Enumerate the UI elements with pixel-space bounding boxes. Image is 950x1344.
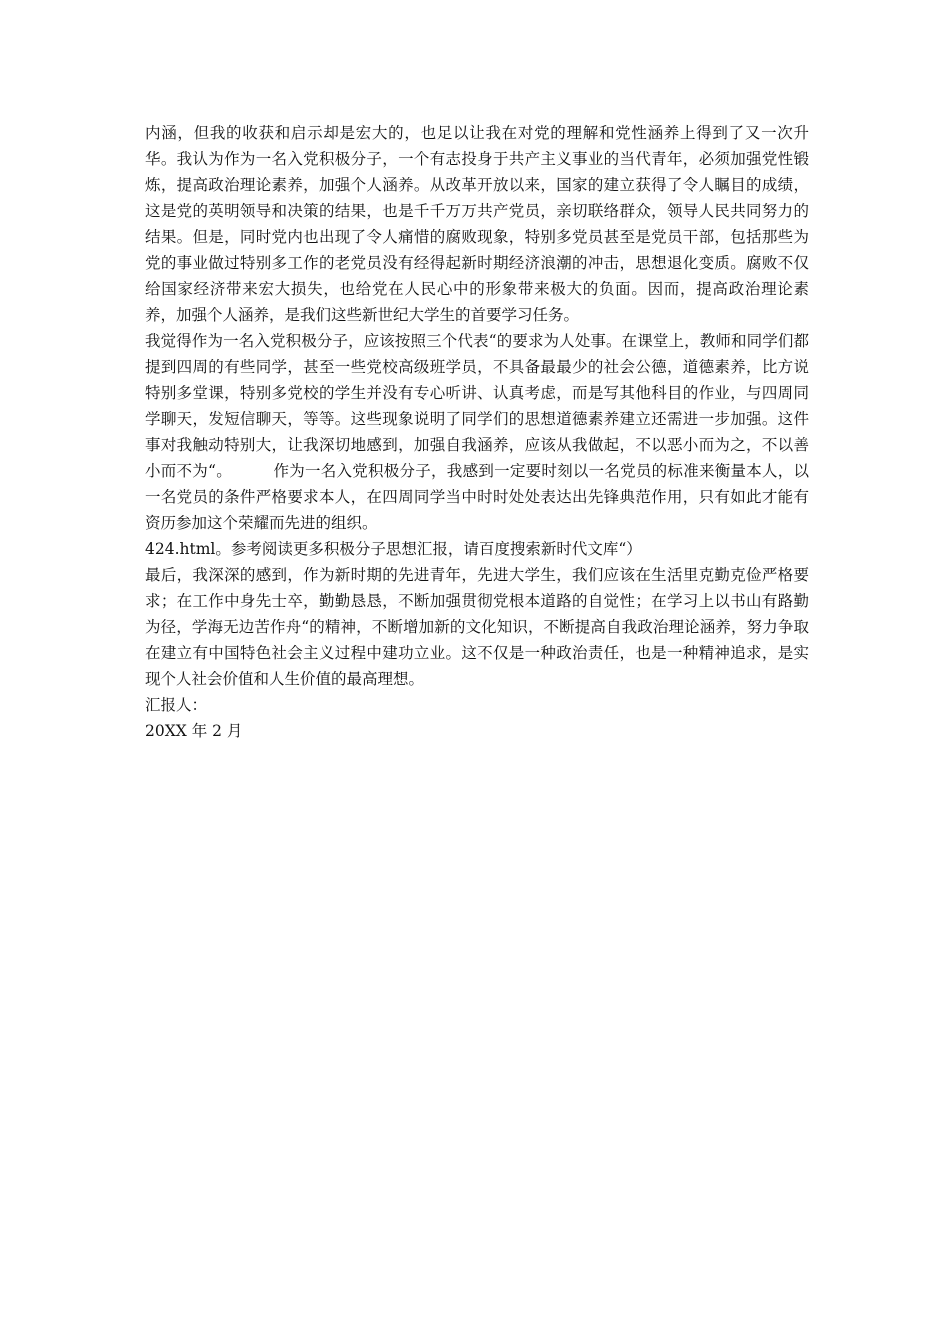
signature-label: 汇报人： — [145, 696, 208, 714]
paragraph-three-represents: 我觉得作为一名入党积极分子，应该按照三个代表“的要求为人处事。在课堂上，教师和同学们都提到四周的有些同学，甚至一些党校高级班学员，不具备最最少的社会公德，道德素养，比方说特别多堂课，特别多党校的学生并没有专心听讲、认真考虑，而是写其他科目的作业，与四周同学聊天，发短信聊天，等等。这些现象说明了同学们的思想道德素养建立还需进一步加强。这件事对我触动特别大，让我深切地感到，加强自我涵养，应该从我做起，不以恶小而为之，不以善小而不为“。 作为一名入党积极分子，我感到一定要时刻以一名党员的标准来衡量本人，以一名党员的条件严格要求本人，在四周同学当中时时处处表达出先锋典范作用，只有如此才能有资历参加这个荣耀而先进的组织。 — [145, 332, 809, 532]
paragraph-conclusion: 最后，我深深的感到，作为新时期的先进青年，先进大学生，我们应该在生活里克勤克俭严格要求；在工作中身先士卒，勤勤恳恳，不断加强贯彻党根本道路的自觉性；在学习上以书山有路勤为径，学海无边苦作舟“的精神，不断增加新的文化知识，不断提高自我政治理论涵养，努力争取在建立有中国特色社会主义过程中建功立业。这不仅是一种政治责任，也是一种精神追求，是实现个人社会价值和人生价值的最高理想。 — [145, 566, 809, 688]
report-date: 20XX 年 2 月 — [145, 722, 243, 740]
paragraph-reference-note: 424.html。参考阅读更多积极分子思想汇报，请百度搜索新时代文库“） — [145, 540, 642, 558]
paragraph-party-spirit: 内涵，但我的收获和启示却是宏大的，也足以让我在对党的理解和党性涵养上得到了又一次升华。我认为作为一名入党积极分子，一个有志投身于共产主义事业的当代青年，必须加强党性锻炼，提高政治理论素养，加强个人涵养。从改革开放以来，国家的建立获得了令人瞩目的成绩，这是党的英明领导和决策的结果，也是千千万万共产党员，亲切联络群众，领导人民共同努力的结果。但是，同时党内也出现了令人痛惜的腐败现象，特别多党员甚至是党员干部，包括那些为党的事业做过特别多工作的老党员没有经得起新时期经济浪潮的冲击，思想退化变质。腐败不仅给国家经济带来宏大损失，也给党在人民心中的形象带来极大的负面。因而，提高政治理论素养，加强个人涵养，是我们这些新世纪大学生的首要学习任务。 — [145, 124, 809, 324]
document-body — [145, 120, 809, 744]
